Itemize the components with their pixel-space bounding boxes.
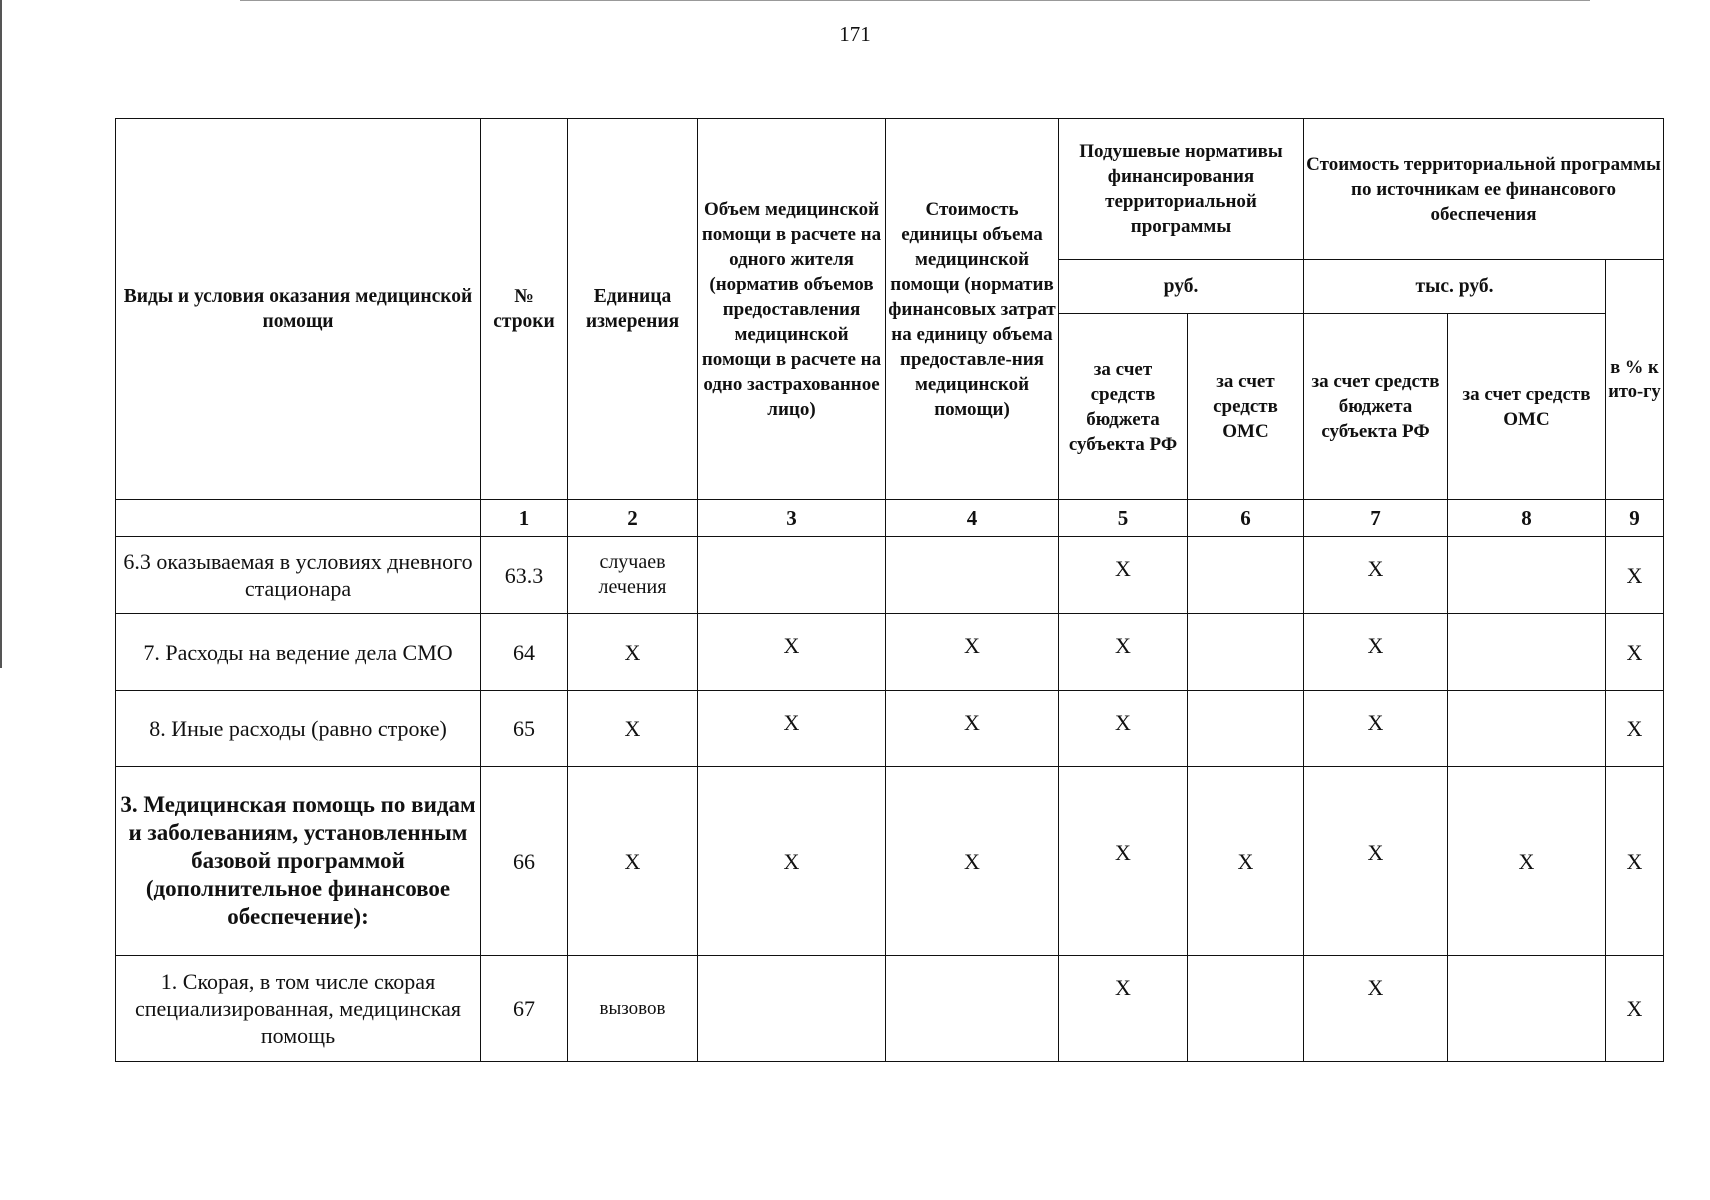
cell-percap-budget: X xyxy=(1059,956,1188,1062)
table-row xyxy=(116,537,1664,614)
cell-cost: X xyxy=(886,691,1059,767)
cell-volume xyxy=(698,537,886,614)
cell-percap-budget: X xyxy=(1059,614,1188,691)
header-row-no: № строки xyxy=(481,119,568,500)
scan-top-rule xyxy=(240,0,1590,1)
header-budget-rf: за счет средств бюджета субъекта РФ xyxy=(1059,314,1188,500)
cell-cost: X xyxy=(886,767,1059,956)
row-name: 8. Иные расходы (равно строке) xyxy=(116,691,481,767)
cell-total-budget: X xyxy=(1304,691,1448,767)
cell-total-oms xyxy=(1448,614,1606,691)
header-unit: Единица измерения xyxy=(568,119,698,500)
cell-total-budget: X xyxy=(1304,614,1448,691)
scan-edge-line xyxy=(0,0,2,668)
row-number: 64 xyxy=(481,614,568,691)
cell-total-budget: X xyxy=(1304,956,1448,1062)
row-unit: X xyxy=(568,691,698,767)
row-name: 3. Медицинская помощь по видам и заболеваниям, установленным базовой программой (дополнительное финансовое обеспечение): xyxy=(116,767,481,956)
cell-percap-oms: X xyxy=(1188,767,1304,956)
header-total-cost: Стоимость территориальной программы по источникам ее финансового обеспечения xyxy=(1304,119,1664,260)
column-numbers-row xyxy=(116,500,1664,537)
row-number: 65 xyxy=(481,691,568,767)
row-number: 66 xyxy=(481,767,568,956)
cell-percap-budget: X xyxy=(1059,767,1188,956)
header-rub: руб. xyxy=(1059,260,1304,314)
cell-total-oms xyxy=(1448,691,1606,767)
column-number: 4 xyxy=(886,500,1059,537)
cell-volume: X xyxy=(698,614,886,691)
column-number-empty xyxy=(116,500,481,537)
row-unit: X xyxy=(568,614,698,691)
header-budget-rf-2: за счет средств бюджета субъекта РФ xyxy=(1304,314,1448,500)
cell-volume: X xyxy=(698,691,886,767)
cell-percap-oms xyxy=(1188,537,1304,614)
cell-volume xyxy=(698,956,886,1062)
cell-percap-oms xyxy=(1188,691,1304,767)
cell-percent: X xyxy=(1606,537,1664,614)
table-row xyxy=(116,767,1664,956)
cell-cost: X xyxy=(886,614,1059,691)
row-unit: вызовов xyxy=(568,956,698,1062)
header-volume: Объем медицинской помощи в расчете на одного жителя (норматив объемов предоставления медицинской помощи в расчете на одно застрахованное лицо) xyxy=(698,119,886,500)
row-number: 63.3 xyxy=(481,537,568,614)
row-name: 1. Скорая, в том числе скорая специализированная, медицинская помощь xyxy=(116,956,481,1062)
cell-total-oms xyxy=(1448,537,1606,614)
row-number: 67 xyxy=(481,956,568,1062)
column-number: 8 xyxy=(1448,500,1606,537)
cell-percap-oms xyxy=(1188,614,1304,691)
table-row xyxy=(116,614,1664,691)
table-row xyxy=(116,691,1664,767)
cell-total-budget: X xyxy=(1304,767,1448,956)
header-types: Виды и условия оказания медицинской помощи xyxy=(116,119,481,500)
cell-total-oms xyxy=(1448,956,1606,1062)
cell-total-budget: X xyxy=(1304,537,1448,614)
financing-table xyxy=(115,118,1664,1062)
column-number: 7 xyxy=(1304,500,1448,537)
cell-percent: X xyxy=(1606,691,1664,767)
row-unit: случаев лечения xyxy=(568,537,698,614)
column-number: 6 xyxy=(1188,500,1304,537)
row-name: 6.3 оказываемая в условиях дневного стационара xyxy=(116,537,481,614)
page-number: 171 xyxy=(839,22,871,46)
cell-volume: X xyxy=(698,767,886,956)
cell-cost xyxy=(886,956,1059,1062)
cell-percent: X xyxy=(1606,956,1664,1062)
column-number: 2 xyxy=(568,500,698,537)
header-cost: Стоимость единицы объема медицинской помощи (норматив финансовых затрат на единицу объема предоставле-ния медицинской помощи) xyxy=(886,119,1059,500)
header-oms: за счет средств ОМС xyxy=(1188,314,1304,500)
cell-percent: X xyxy=(1606,614,1664,691)
table-row xyxy=(116,956,1664,1062)
row-name: 7. Расходы на ведение дела СМО xyxy=(116,614,481,691)
header-row-1 xyxy=(116,119,1664,260)
column-number: 9 xyxy=(1606,500,1664,537)
header-percent: в % к ито-гу xyxy=(1606,260,1664,500)
column-number: 3 xyxy=(698,500,886,537)
cell-total-oms: X xyxy=(1448,767,1606,956)
column-number: 1 xyxy=(481,500,568,537)
header-oms-2: за счет средств ОМС xyxy=(1448,314,1606,500)
cell-cost xyxy=(886,537,1059,614)
cell-percap-oms xyxy=(1188,956,1304,1062)
cell-percap-budget: X xyxy=(1059,537,1188,614)
row-unit: X xyxy=(568,767,698,956)
cell-percap-budget: X xyxy=(1059,691,1188,767)
header-per-capita: Подушевые нормативы финансирования территориальной программы xyxy=(1059,119,1304,260)
cell-percent: X xyxy=(1606,767,1664,956)
column-number: 5 xyxy=(1059,500,1188,537)
header-thous-rub: тыс. руб. xyxy=(1304,260,1606,314)
